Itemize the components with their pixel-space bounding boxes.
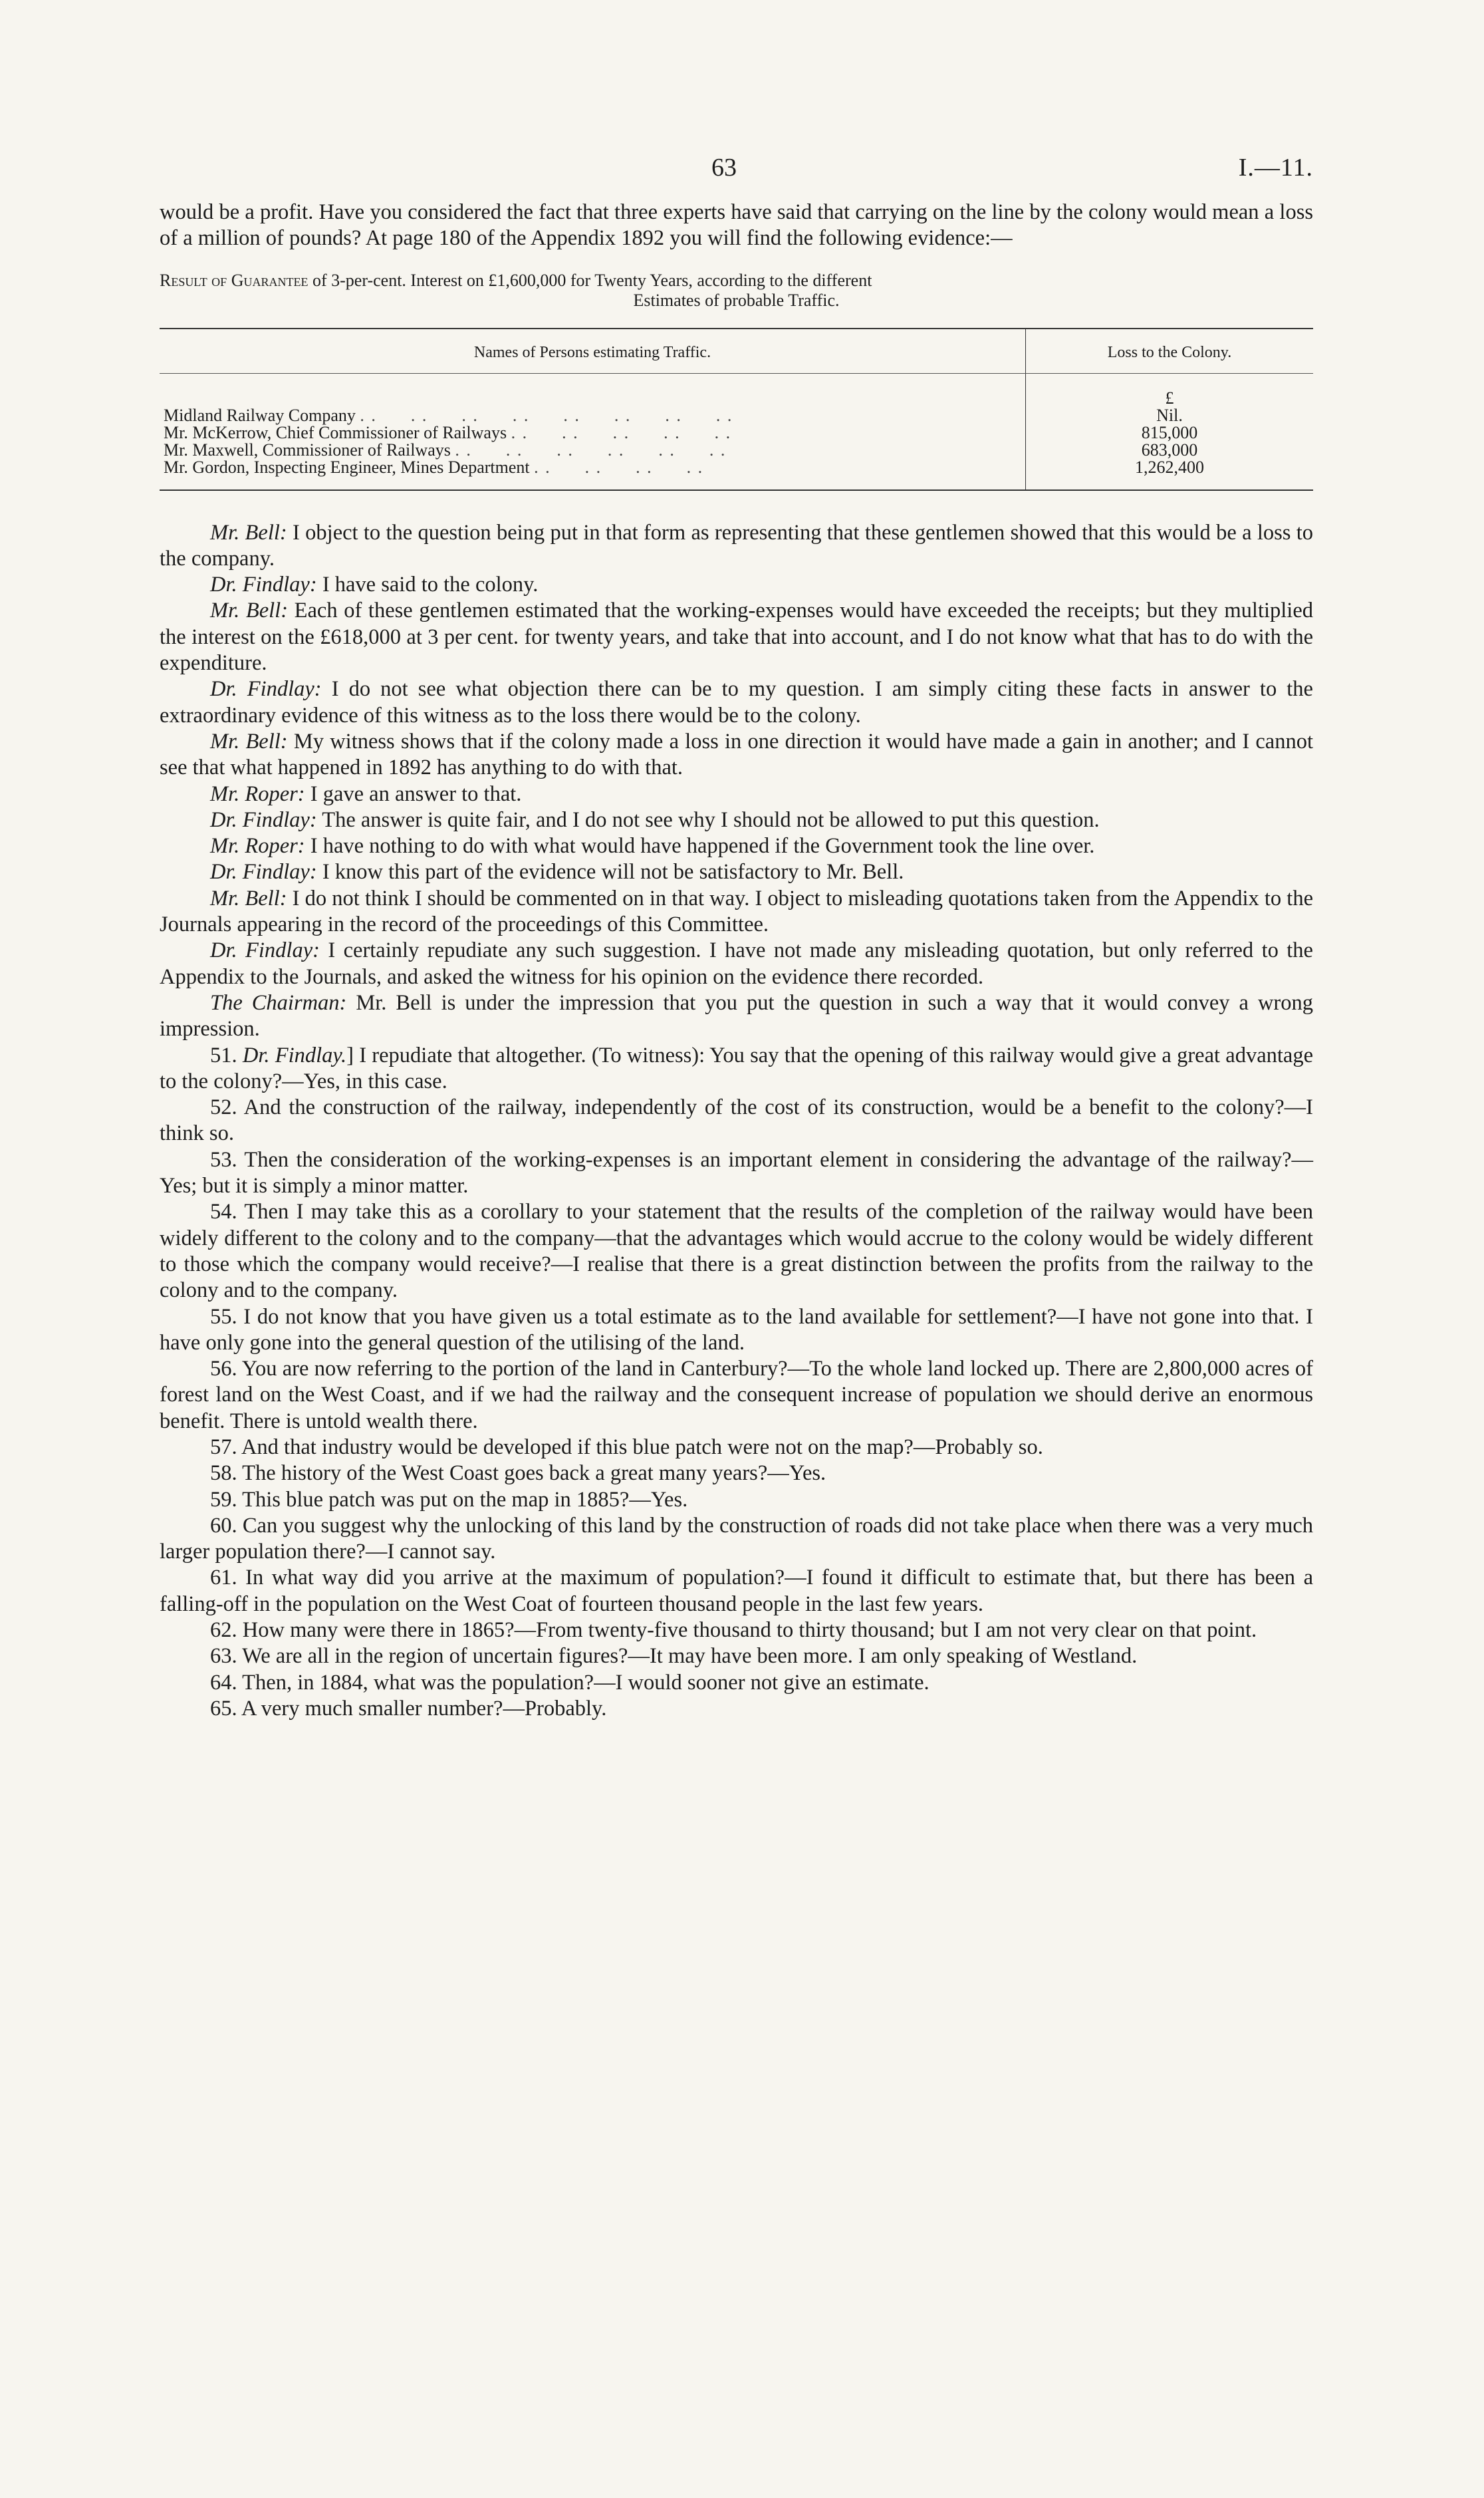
evidence-paragraph xyxy=(160,598,1313,676)
evidence-paragraph xyxy=(160,833,1313,859)
evidence-paragraph xyxy=(160,807,1313,833)
page-header xyxy=(160,153,1313,200)
speaker-name: Dr. Findlay: xyxy=(210,677,322,702)
paragraph-text: I have said to the colony. xyxy=(316,573,539,597)
paragraph-text: 59. This blue patch was put on the map in 1885?—Yes. xyxy=(210,1487,688,1512)
table-row xyxy=(160,424,1313,442)
paragraph-text: The answer is quite fair, and I do not see why I should not be allowed to put this question. xyxy=(316,807,1100,832)
table-row xyxy=(160,459,1313,490)
paragraph-text: I do not think I should be commented on in that way. I object to misleading quotations taken from the Appendix to the Journals appearing in the record of the proceedings of this Committee. xyxy=(160,886,1313,937)
leader-dots: . . . . . . . . . . . . xyxy=(455,440,727,460)
speaker-name: Mr. Roper: xyxy=(210,834,305,859)
leader-dots: . . . . . . . . xyxy=(534,457,704,477)
caption-text: of 3-per-cent. Interest on £1,600,000 for Twenty Years, according to the different xyxy=(308,270,872,290)
paragraph-text: I certainly repudiate any such suggestion. I have not made any misleading quotation, but only referred to the Appendix to the Journals, and asked the witness for his opinion on the evidence there recorded. xyxy=(160,938,1313,989)
evidence-paragraph xyxy=(160,1043,1313,1095)
document-reference: I.—11. xyxy=(1238,154,1313,182)
column-header-loss: Loss to the Colony. xyxy=(1026,329,1314,374)
document-page xyxy=(160,153,1313,1722)
question-number: 51. xyxy=(210,1043,243,1067)
evidence-paragraph xyxy=(160,1643,1313,1669)
column-header-names: Names of Persons estimating Traffic. xyxy=(160,329,1026,374)
evidence-paragraph xyxy=(160,1095,1313,1147)
evidence-paragraph xyxy=(160,1460,1313,1486)
speaker-name: Mr. Roper: xyxy=(210,781,305,806)
speaker-name: Dr. Findlay: xyxy=(210,573,317,597)
evidence-paragraph xyxy=(160,938,1313,990)
speaker-name: Mr. Bell: xyxy=(210,599,289,623)
caption-smallcaps: Result of Guarantee xyxy=(160,270,309,290)
paragraph-text: I have nothing to do with what would have happened if the Government took the line over. xyxy=(305,834,1095,859)
loss-value: 683,000 xyxy=(1026,442,1314,459)
paragraph-text: 62. How many were there in 1865?—From twenty-five thousand to thirty thousand; but I am not very clear on that point. xyxy=(210,1618,1257,1643)
paragraph-text: 65. A very much smaller number?—Probably. xyxy=(210,1696,607,1721)
leader-dots: . . . . . . . . . . xyxy=(511,422,732,442)
paragraph-text: 57. And that industry would be developed if this blue patch were not on the map?—Probably so. xyxy=(210,1435,1043,1459)
evidence-paragraph xyxy=(160,1513,1313,1566)
evidence-paragraph xyxy=(160,1670,1313,1696)
intro-paragraph: would be a profit. Have you considered the fact that three experts have said that carrying on the line by the colony would mean a loss of a million of pounds? At page 180 of the Appendix 1892 you will find the following evidence:— xyxy=(160,200,1313,251)
speaker-name: Dr. Findlay: xyxy=(210,860,317,885)
currency-symbol: £ xyxy=(1026,373,1314,407)
speaker-name: The Chairman: xyxy=(210,990,347,1015)
evidence-paragraph xyxy=(160,1199,1313,1304)
paragraph-text: 63. We are all in the region of uncertain figures?—It may have been more. I am only speaking of Westland. xyxy=(210,1644,1138,1669)
paragraph-text: 64. Then, in 1884, what was the population?—I would sooner not give an estimate. xyxy=(210,1670,929,1695)
paragraph-text: ] I repudiate that altogether. (To witness): You say that the opening of this railway would give a great advantage to the colony?—Yes, in this case. xyxy=(160,1043,1314,1093)
evidence-paragraph xyxy=(160,1696,1313,1722)
table-row xyxy=(160,442,1313,459)
speaker-name: Dr. Findlay: xyxy=(210,807,317,832)
paragraph-text: 61. In what way did you arrive at the maximum of population?—I found it difficult to estimate that, but there has been a falling-off in the population on the West Coat of fourteen thousand people in the last few years. xyxy=(160,1566,1313,1616)
speaker-name: Mr. Bell: xyxy=(210,886,287,910)
paragraph-text: I know this part of the evidence will not be satisfactory to Mr. Bell. xyxy=(316,860,904,885)
estimator-name: Mr. Maxwell, Commissioner of Railways xyxy=(164,440,451,460)
paragraph-text: 56. You are now referring to the portion of the land in Canterbury?—To the whole land locked up. There are 2,800,000 acres of forest land on the West Coast, and if we had the railway and the consequent increase of population we should derive an enormous benefit. There is untold wealth there. xyxy=(160,1357,1313,1433)
speaker-name: Dr. Findlay. xyxy=(242,1043,347,1067)
evidence-body xyxy=(160,520,1313,1723)
loss-value: 1,262,400 xyxy=(1026,459,1314,490)
paragraph-text: 58. The history of the West Coast goes back a great many years?—Yes. xyxy=(210,1461,826,1486)
evidence-paragraph xyxy=(160,572,1313,598)
evidence-paragraph xyxy=(160,886,1313,938)
estimator-name: Mr. Gordon, Inspecting Engineer, Mines Department xyxy=(164,457,530,477)
speaker-name: Mr. Bell: xyxy=(210,520,287,545)
evidence-paragraph xyxy=(160,1147,1313,1200)
evidence-paragraph xyxy=(160,859,1313,885)
evidence-paragraph xyxy=(160,1487,1313,1513)
paragraph-text: Mr. Bell is under the impression that you put the question in such a way that it would convey a wrong impression. xyxy=(160,990,1313,1041)
paragraph-text: Each of these gentlemen estimated that the working-expenses would have exceeded the receipts; but they multiplied the interest on the £618,000 at 3 per cent. for twenty years, and take that into account, and I do not know what that has to do with the expenditure. xyxy=(160,599,1313,676)
speaker-name: Dr. Findlay: xyxy=(210,938,320,963)
loss-value: 815,000 xyxy=(1026,424,1314,442)
evidence-paragraph xyxy=(160,1356,1313,1435)
evidence-paragraph xyxy=(160,676,1313,729)
evidence-paragraph xyxy=(160,781,1313,807)
page-number: 63 xyxy=(711,154,737,182)
estimator-name: Mr. McKerrow, Chief Commissioner of Railways xyxy=(164,422,507,442)
paragraph-text: I object to the question being put in that form as representing that these gentlemen showed that this would be a loss to the company. xyxy=(160,520,1313,571)
paragraph-text: 54. Then I may take this as a corollary to your statement that the results of the completion of the railway would have been widely different to the colony and to the company—that the advantages which would accrue to the colony would be widely different to those which the company would receive?—I realise that there is a great distinction between the profits from the railway to the colony and to the company. xyxy=(160,1200,1313,1303)
paragraph-text: 53. Then the consideration of the working-expenses is an important element in considering the advantage of the railway?—Yes; but it is simply a minor matter. xyxy=(160,1147,1313,1198)
evidence-paragraph xyxy=(160,1617,1313,1643)
table-row xyxy=(160,407,1313,424)
table-caption xyxy=(160,271,1313,311)
evidence-paragraph xyxy=(160,520,1313,573)
evidence-paragraph xyxy=(160,729,1313,781)
evidence-paragraph xyxy=(160,1435,1313,1460)
speaker-name: Mr. Bell: xyxy=(210,729,288,754)
paragraph-text: I do not see what objection there can be to my question. I am simply citing these facts in answer to the extraordinary evidence of this witness as to the loss there would be to the colony. xyxy=(160,677,1313,728)
paragraph-text: 55. I do not know that you have given us a total estimate as to the land available for settlement?—I have not gone into that. I have only gone into the general question of the utilising of the land. xyxy=(160,1304,1313,1355)
evidence-paragraph xyxy=(160,1565,1313,1617)
leader-dots: . . . . . . . . . . . . . . . . xyxy=(360,405,733,425)
caption-line2: Estimates of probable Traffic. xyxy=(633,290,840,310)
traffic-estimate-table xyxy=(160,328,1313,491)
paragraph-text: My witness shows that if the colony made a loss in one direction it would have made a gain in another; and I cannot see that what happened in 1892 has anything to do with that. xyxy=(160,729,1314,780)
estimator-name: Midland Railway Company xyxy=(164,405,356,425)
paragraph-text: I gave an answer to that. xyxy=(305,781,522,806)
evidence-paragraph xyxy=(160,990,1313,1043)
paragraph-text: 52. And the construction of the railway, independently of the cost of its construction, would be a benefit to the colony?—I think so. xyxy=(160,1095,1313,1146)
evidence-paragraph xyxy=(160,1304,1313,1357)
paragraph-text: 60. Can you suggest why the unlocking of this land by the construction of roads did not take place when there was a very much larger population there?—I cannot say. xyxy=(160,1513,1313,1564)
loss-value: Nil. xyxy=(1026,407,1314,424)
